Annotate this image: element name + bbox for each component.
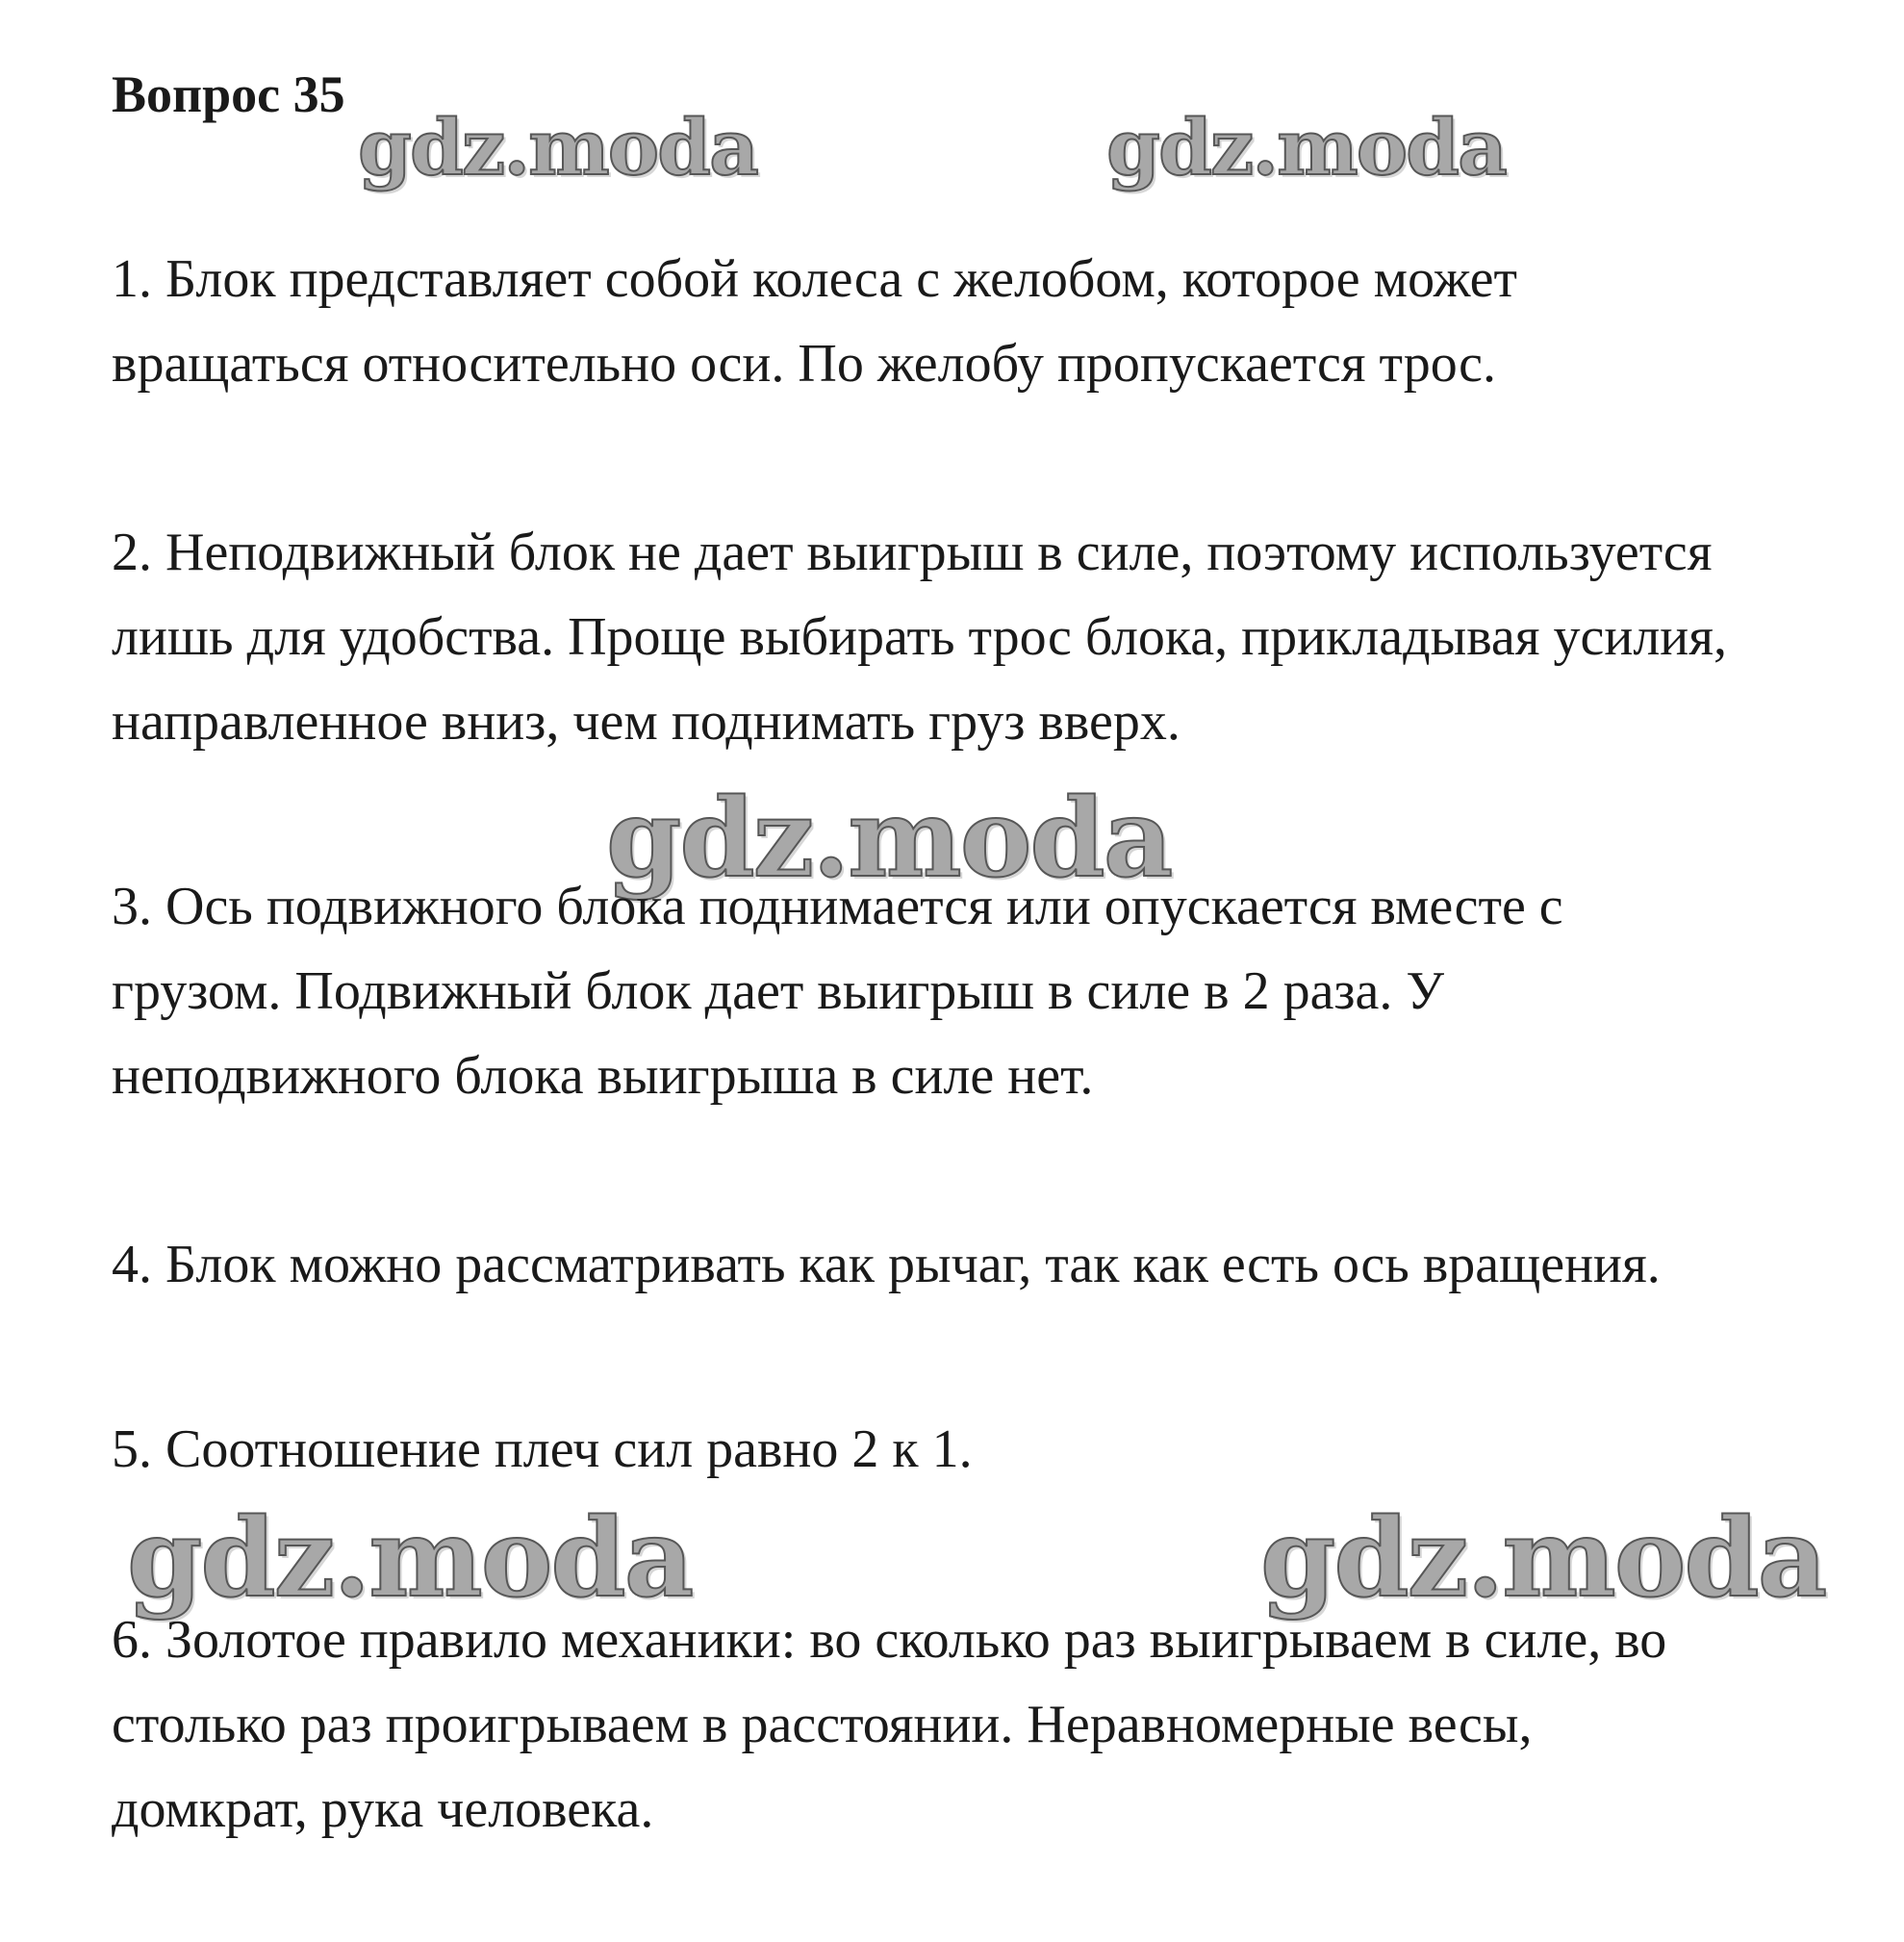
watermark: gdz.moda <box>127 1495 693 1622</box>
paragraph-line: 2. Неподвижный блок не дает выигрыш в силе, поэтому используется <box>112 523 1713 582</box>
answer-paragraph-2 <box>112 510 1882 764</box>
paragraph-line: вращаться относительно оси. По желобу пропускается трос. <box>112 334 1496 394</box>
paragraph-line: неподвижного блока выигрыша в силе нет. <box>112 1046 1094 1106</box>
paragraph-line: 3. Ось подвижного блока поднимается или опускается вместе с <box>112 877 1563 936</box>
paragraph-line: столько раз проигрываем в расстоянии. Неравномерные весы, <box>112 1695 1533 1754</box>
answer-paragraph-3 <box>112 864 1882 1118</box>
watermark: gdz.moda <box>1260 1495 1826 1622</box>
paragraph-line: 6. Золотое правило механики: во сколько раз выигрываем в силе, во <box>112 1610 1667 1670</box>
paragraph-line: направленное вниз, чем поднимать груз вверх. <box>112 692 1180 752</box>
paragraph-line: 4. Блок можно рассматривать как рычаг, так как есть ось вращения. <box>112 1235 1661 1294</box>
watermark: gdz.moda <box>1106 102 1506 192</box>
answer-paragraph-1 <box>112 237 1882 406</box>
page-title: Вопрос 35 <box>112 65 345 123</box>
answer-paragraph-4 <box>112 1222 1882 1307</box>
paragraph-line: 5. Соотношение плеч сил равно 2 к 1. <box>112 1419 973 1479</box>
paragraph-line: домкрат, рука человека. <box>112 1779 654 1839</box>
paragraph-line: 1. Блок представляет собой колеса с желобом, которое может <box>112 249 1517 309</box>
paragraph-line: грузом. Подвижный блок дает выигрыш в силе в 2 раза. У <box>112 961 1445 1021</box>
answer-paragraph-5 <box>112 1407 1882 1492</box>
watermark: gdz.moda <box>358 102 757 192</box>
watermark: gdz.moda <box>606 776 1172 902</box>
paragraph-line: лишь для удобства. Проще выбирать трос блока, прикладывая усилия, <box>112 607 1728 667</box>
answer-paragraph-6 <box>112 1597 1882 1852</box>
